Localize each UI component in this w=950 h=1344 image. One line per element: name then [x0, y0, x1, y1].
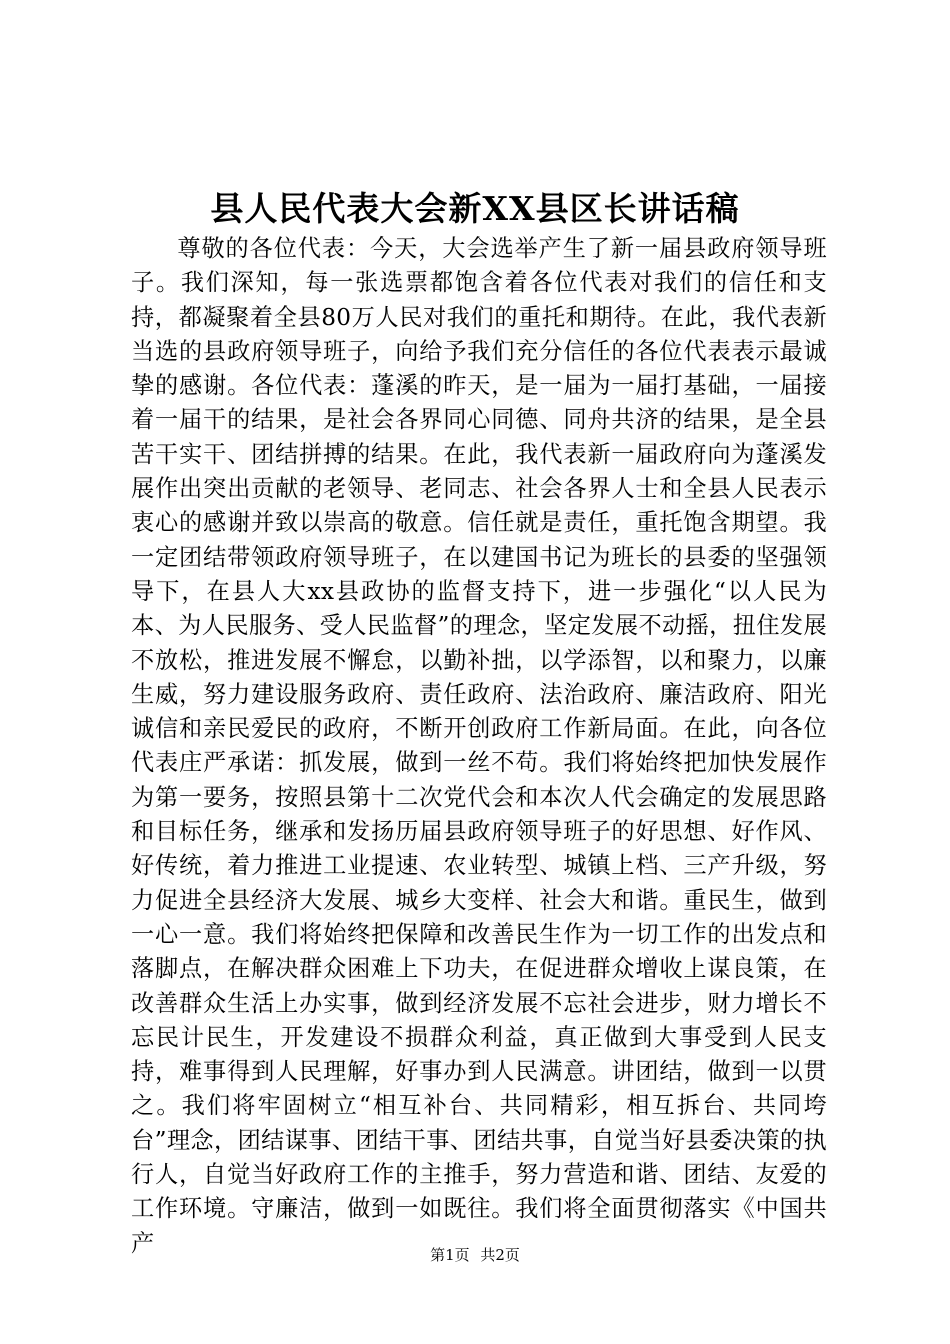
page-total: 共2页 — [480, 1246, 520, 1264]
document-body: 尊敬的各位代表：今天，大会选举产生了新一届县政府领导班子。我们深知，每一张选票都饱含着各位代表对我们的信任和支持，都凝聚着全县80万人民对我们的重托和期待。在此，我代表新当选的县政府领导班子，向给予我们充分信任的各位代表表示最诚挚的感谢。各位代表：蓬溪的昨天，是一届为一届打基础，一届接着一届干的结果，是社会各界同心同德、同舟共济的结果，是全县苦干实干、团结拼搏的结果。在此，我代表新一届政府向为蓬溪发展作出突出贡献的老领导、老同志、社会各界人士和全县人民表示衷心的感谢并致以崇高的敬意。信任就是责任，重托饱含期望。我一定团结带领政府领导班子，在以建国书记为班长的县委的坚强领导下，在县人大xx县政协的监督支持下，进一步强化“以人民为本、为人民服务、受人民监督”的理念，坚定发展不动摇，扭住发展不放松，推进发展不懈怠，以勤补拙，以学添智，以和聚力，以廉生威，努力建设服务政府、责任政府、法治政府、廉洁政府、阳光诚信和亲民爱民的政府，不断开创政府工作新局面。在此，向各位代表庄严承诺：抓发展，做到一丝不苟。我们将始终把加快发展作为第一要务，按照县第十二次党代会和本次人代会确定的发展思路和目标任务，继承和发扬历届县政府领导班子的好思想、好作风、好传统，着力推进工业提速、农业转型、城镇上档、三产升级，努力促进全县经济大发展、城乡大变样、社会大和谐。重民生，做到一心一意。我们将始终把保障和改善民生作为一切工作的出发点和落脚点，在解决群众困难上下功夫，在促进群众增收上谋良策，在改善群众生活上办实事，做到经济发展不忘社会进步，财力增长不忘民计民生，开发建设不损群众利益，真正做到大事受到人民支持，难事得到人民理解，好事办到人民满意。讲团结，做到一以贯之。我们将牢固树立“相互补台、共同精彩，相互拆台、共同垮台”理念，团结谋事、团结干事、团结共事，自觉当好县委决策的执行人，自觉当好政府工作的主推手，努力营造和谐、团结、友爱的工作环境。守廉洁，做到一如既往。我们将全面贯彻落实《中国共产 — [131, 235, 827, 1257]
page-footer — [0, 1245, 950, 1265]
document-title: 县人民代表大会新XX县区长讲话稿 — [210, 189, 740, 228]
page-number: 第1页 — [430, 1246, 470, 1264]
